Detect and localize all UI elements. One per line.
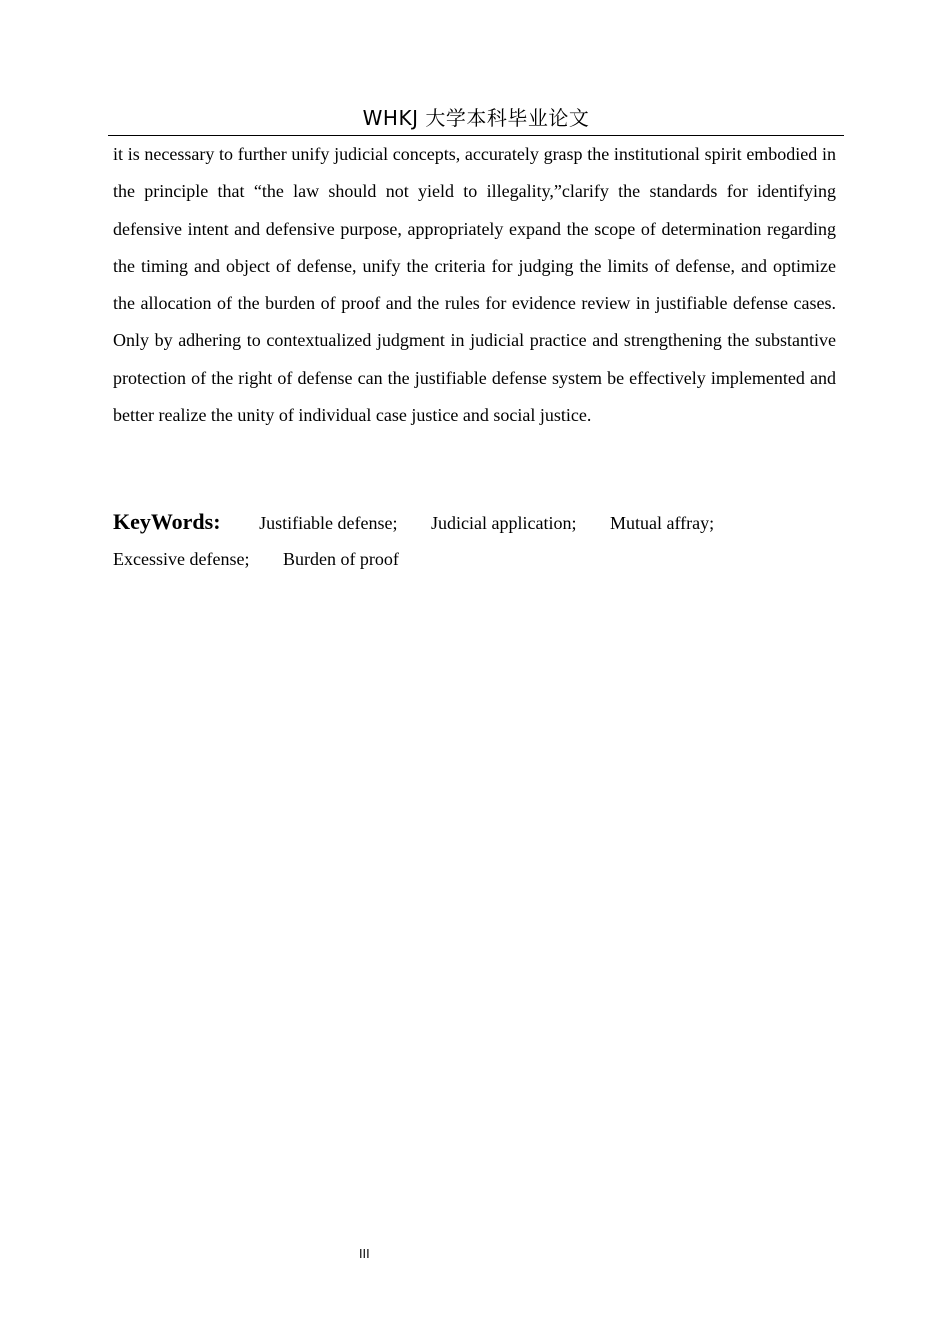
keyword-item: Mutual affray; — [610, 513, 715, 533]
keywords-section — [113, 504, 836, 577]
header-title: WHKJ 大学本科毕业论文 — [362, 106, 590, 130]
keyword-item: Burden of proof — [282, 549, 399, 569]
keywords-label: KeyWords: — [113, 509, 221, 534]
keyword-item: Excessive defense; — [113, 549, 250, 569]
keyword-item: Justifiable defense; — [259, 513, 398, 533]
page-header — [108, 104, 844, 136]
page-number: III — [359, 1247, 370, 1261]
keyword-item: Judicial application; — [431, 513, 577, 533]
abstract-paragraph: it is necessary to further unify judicial concepts, accurately grasp the institutional spirit embodied in the principle that “the law should not yield to illegality,”clarify the standards for identifying defensive intent and defensive purpose, appropriately expand the scope of determination regarding the timing and object of defense, unify the criteria for judging the limits of defense, and optimize the allocation of the burden of proof and the rules for evidence review in justifiable defense cases. Only by adhering to contextualized judgment in judicial practice and strengthening the substantive protection of the right of defense can the justifiable defense system be effectively implemented and better realize the unity of individual case justice and social justice. — [113, 144, 836, 426]
